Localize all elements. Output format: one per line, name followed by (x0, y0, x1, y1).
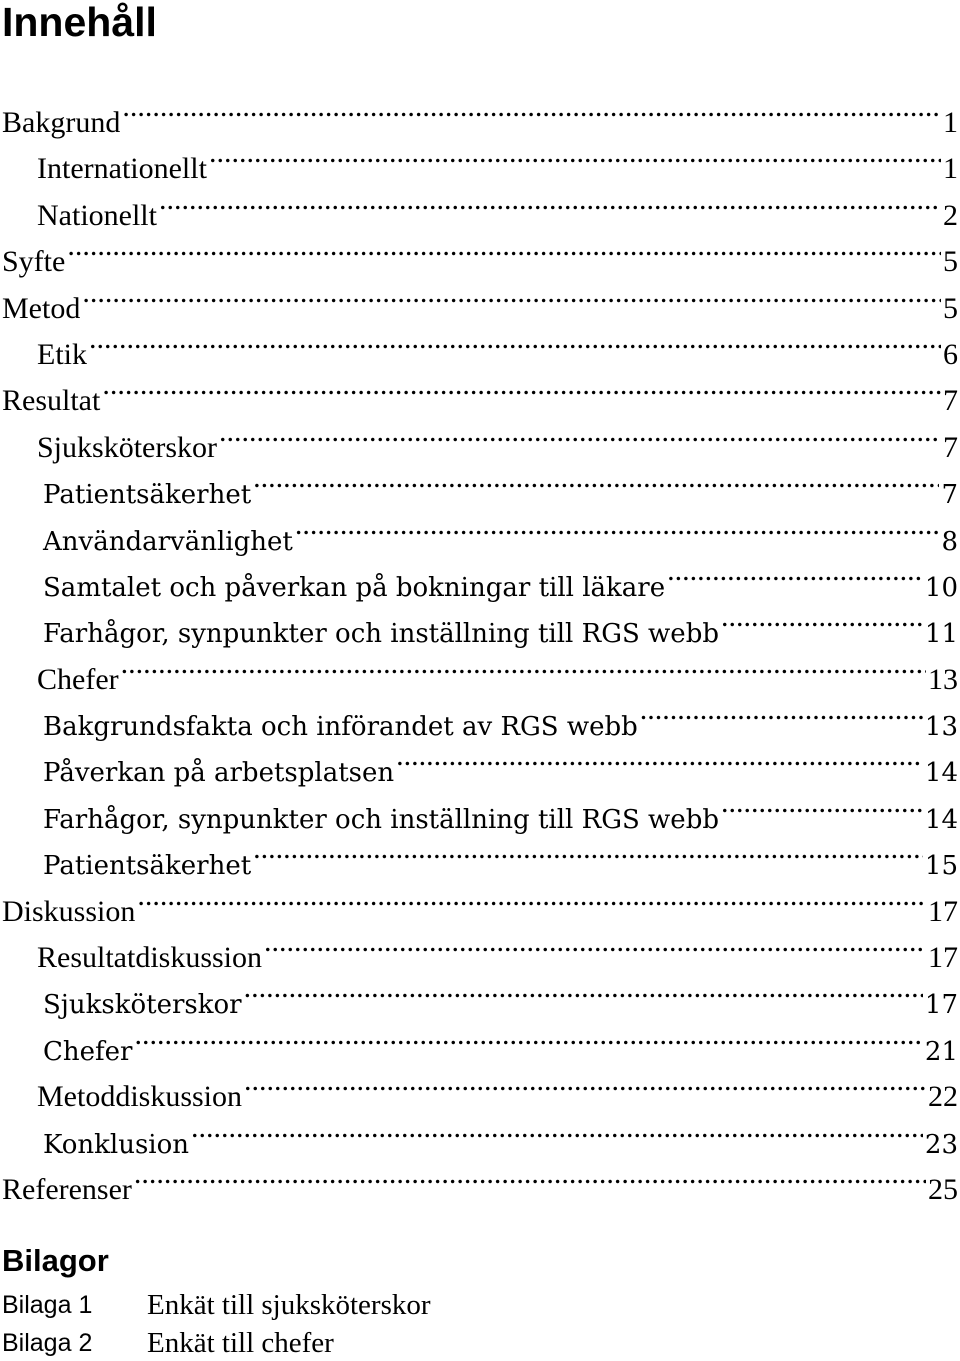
toc-title: Innehåll (2, 0, 157, 45)
toc-dot-leader (244, 1060, 926, 1106)
toc-entry-page-number: 22 (928, 1080, 958, 1114)
toc-entry-label: Sjuksköterskor (43, 990, 242, 1021)
toc-dot-leader (67, 225, 941, 271)
toc-entry-page-number: 14 (924, 758, 958, 789)
toc-entry-label: Diskussion (2, 894, 136, 928)
toc-entry-page-number: 17 (924, 990, 958, 1021)
toc-entry-page-number: 7 (943, 384, 958, 418)
toc-dot-leader (244, 967, 923, 1013)
toc-entry-page-number: 6 (943, 337, 958, 371)
toc-entry-label: Användarvänlighet (43, 526, 293, 557)
toc-entry-label: Referenser (2, 1172, 132, 1206)
toc-entry-page-number: 10 (924, 572, 958, 603)
toc-dot-leader (396, 735, 923, 781)
toc-dot-leader (253, 457, 939, 503)
toc-entry[interactable] (0, 921, 958, 975)
toc-dot-leader (640, 689, 923, 735)
appendix-list (2, 1286, 431, 1361)
toc-dot-leader (721, 782, 923, 828)
toc-dot-leader (122, 86, 941, 132)
toc-entry-label: Metoddiskussion (37, 1080, 243, 1114)
toc-entry[interactable] (0, 875, 958, 928)
toc-dot-leader (89, 318, 941, 364)
toc-entry[interactable] (0, 411, 958, 464)
toc-entry[interactable] (0, 689, 958, 743)
appendix-item (2, 1286, 431, 1324)
toc-dot-leader (219, 411, 941, 457)
toc-entry-label: Internationellt (37, 152, 207, 186)
toc-dot-leader (667, 550, 923, 596)
toc-dot-leader (295, 504, 940, 550)
toc-entry-page-number: 1 (943, 106, 958, 139)
toc-entry-label: Patientsäkerhet (43, 480, 252, 511)
toc-entry-page-number: 13 (924, 712, 958, 743)
toc-entry-page-number: 15 (924, 851, 958, 882)
toc-entry-page-number: 5 (943, 291, 958, 325)
toc-entry[interactable] (0, 272, 958, 325)
toc-entry-label: Etik (37, 337, 87, 371)
toc-dot-leader (121, 643, 926, 689)
toc-entry-page-number: 25 (928, 1172, 958, 1206)
toc-entry[interactable] (0, 132, 958, 186)
toc-entry-page-number: 7 (943, 430, 958, 464)
toc-entry-page-number: 11 (924, 619, 958, 650)
appendix-description: Enkät till sjuksköterskor (147, 1289, 431, 1321)
toc-entry-page-number: 21 (924, 1036, 958, 1067)
toc-entry-page-number: 5 (943, 245, 958, 279)
toc-entry-label: Påverkan på arbetsplatsen (43, 758, 395, 789)
toc-dot-leader (82, 272, 941, 318)
toc-entry[interactable] (0, 86, 958, 139)
toc-dot-leader (209, 132, 941, 178)
toc-list (0, 86, 958, 1206)
toc-entry-label: Samtalet och påverkan på bokningar till läkare (43, 572, 666, 603)
toc-dot-leader (159, 179, 941, 225)
toc-entry-page-number: 13 (928, 662, 958, 696)
toc-dot-leader (253, 828, 923, 874)
toc-entry-label: Chefer (43, 1036, 133, 1067)
toc-dot-leader (134, 1014, 922, 1060)
toc-entry-page-number: 2 (943, 198, 958, 232)
toc-dot-leader (264, 921, 926, 967)
toc-entry-page-number: 23 (924, 1129, 958, 1160)
toc-entry[interactable] (0, 1060, 958, 1114)
toc-entry-label: Metod (2, 291, 81, 325)
toc-entry-page-number: 7 (941, 480, 958, 511)
toc-entry[interactable] (0, 1014, 958, 1067)
toc-entry-label: Resultatdiskussion (37, 941, 263, 975)
toc-entry-page-number: 8 (941, 526, 958, 557)
toc-dot-leader (721, 596, 923, 642)
appendix-title: Bilagor (2, 1243, 109, 1278)
toc-entry-label: Konklusion (43, 1129, 189, 1160)
toc-entry-label: Farhågor, synpunkter och inställning till RGS webb (43, 804, 719, 835)
toc-entry-label: Resultat (2, 384, 101, 418)
toc-dot-leader (134, 1153, 926, 1199)
toc-entry-label: Syfte (2, 245, 66, 279)
toc-entry-label: Bakgrund (2, 106, 121, 139)
toc-entry-label: Bakgrundsfakta och införandet av RGS webb (43, 712, 638, 743)
toc-entry-page-number: 1 (943, 152, 958, 186)
appendix-id: Bilaga 1 (2, 1291, 93, 1319)
toc-entry-page-number: 17 (928, 941, 958, 975)
toc-entry-page-number: 14 (924, 804, 958, 835)
toc-entry-label: Patientsäkerhet (43, 851, 252, 882)
toc-entry-label: Nationellt (37, 198, 157, 232)
toc-entry[interactable] (0, 225, 958, 279)
toc-entry[interactable] (0, 643, 958, 696)
appendix-item (2, 1324, 431, 1361)
toc-dot-leader (137, 875, 926, 921)
toc-dot-leader (191, 1107, 923, 1153)
toc-entry[interactable] (0, 1153, 958, 1206)
appendix-description: Enkät till chefer (147, 1327, 334, 1359)
appendix-id: Bilaga 2 (2, 1329, 93, 1357)
toc-entry[interactable] (0, 318, 958, 371)
toc-entry-page-number: 17 (928, 894, 958, 928)
toc-entry-label: Chefer (37, 662, 119, 696)
toc-dot-leader (102, 364, 941, 410)
toc-entry-label: Sjuksköterskor (37, 430, 217, 464)
toc-entry-label: Farhågor, synpunkter och inställning till RGS webb (43, 619, 719, 650)
toc-entry[interactable] (0, 364, 958, 418)
